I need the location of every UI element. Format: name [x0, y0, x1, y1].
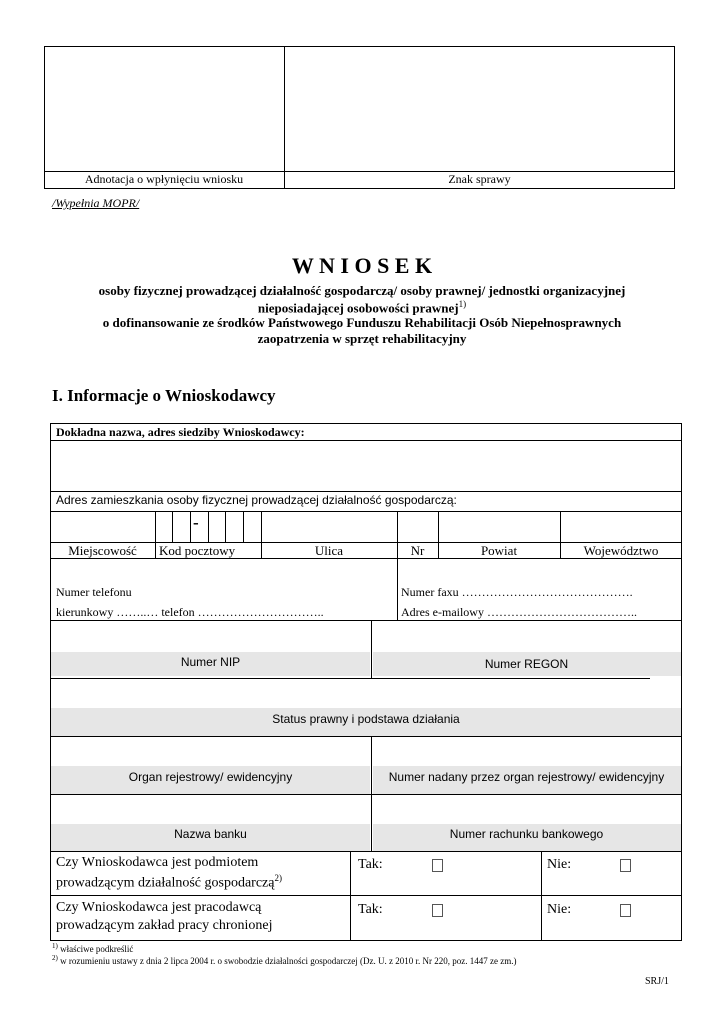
q1-yes-label: Tak:	[358, 857, 383, 872]
q1-no-checkbox[interactable]	[620, 859, 631, 872]
page-code: SRJ/1	[645, 976, 669, 987]
col-province: Województwo	[583, 543, 659, 558]
q1-line1: Czy Wnioskodawca jest podmiotem	[56, 855, 259, 870]
equipment-line: zaopatrzenia w sprzęt rehabilitacyjny	[257, 331, 467, 346]
line	[172, 511, 173, 542]
fax-line[interactable]: Numer faxu …………………………………….	[401, 585, 633, 599]
organ-label: Organ rejestrowy/ ewidencyjny	[128, 770, 293, 784]
footnote-ref-1: 1)	[458, 299, 467, 309]
line	[155, 511, 156, 558]
applicant-types-line: osoby fizycznej prowadzącej działalność gospodarczą/ osoby prawnej/ jednostki organizacyjnej	[98, 283, 626, 298]
line	[208, 511, 209, 542]
funding-line: o dofinansowanie ze środków Państwowego Funduszu Rehabilitacji Osób Niepełnosprawnych	[102, 315, 622, 330]
footnote-2-mark: 2)	[52, 954, 58, 962]
mopr-box	[44, 46, 675, 189]
q1-line2-text: prowadzącym działalność gospodarczą	[56, 875, 275, 891]
applicant-types-line2-text: nieposiadającej osobowości prawnej	[257, 300, 459, 316]
status-label: Status prawny i podstawa działania	[272, 712, 460, 726]
form-title: W N I O S E K	[291, 253, 433, 278]
section-heading: I. Informacje o Wnioskodawcy	[52, 386, 276, 405]
q2-yes-label: Tak:	[358, 902, 383, 917]
annotation-label: Adnotacja o wpłynięciu wniosku	[84, 172, 244, 186]
line	[225, 511, 226, 542]
footnote-1	[52, 942, 133, 954]
line	[371, 794, 372, 851]
q2-yes-checkbox[interactable]	[432, 904, 443, 917]
residence-label: Adres zamieszkania osoby fizycznej prowadzącej działalność gospodarczą:	[56, 493, 457, 507]
regon-label: Numer REGON	[484, 657, 569, 671]
q1-no-label: Nie:	[547, 857, 572, 872]
col-street: Ulica	[314, 543, 344, 558]
q1-yes-checkbox[interactable]	[432, 859, 443, 872]
phone-line[interactable]: kierunkowy ……..… telefon …………………………..	[56, 605, 324, 619]
col-postal: Kod pocztowy	[159, 543, 236, 558]
line	[50, 736, 682, 737]
account-label: Numer rachunku bankowego	[449, 827, 604, 841]
line	[50, 895, 682, 896]
nip-label: Numer NIP	[180, 655, 241, 669]
col-number: Nr	[410, 543, 425, 558]
line	[243, 511, 244, 542]
name-label: Dokładna nazwa, adres siedziby Wnioskodawcy:	[56, 425, 305, 439]
footnote-2-text: w rozumieniu ustawy z dnia 2 lipca 2004 r. o swobodzie działalności gospodarczej (Dz. U. z 2010 r. Nr 220, poz. 1447 ze zm.)	[57, 956, 517, 966]
filled-by-note: /Wypełnia MOPR/	[52, 196, 140, 210]
phone-label: Numer telefonu	[56, 585, 132, 599]
line	[397, 558, 398, 620]
line	[50, 851, 682, 852]
mopr-box-divider	[284, 46, 285, 189]
organ-number-label: Numer nadany przez organ rejestrowy/ ewidencyjny	[388, 770, 665, 784]
case-number-label: Znak sprawy	[448, 172, 511, 186]
line	[50, 794, 682, 795]
line	[350, 851, 351, 941]
email-line[interactable]: Adres e-mailowy ………………………………..	[401, 605, 637, 619]
q1-line2	[56, 873, 282, 892]
footnote-2	[52, 954, 516, 966]
q2-line1: Czy Wnioskodawca jest pracodawcą	[56, 900, 262, 915]
postal-code-dash: -	[193, 513, 199, 532]
line	[371, 736, 372, 794]
q2-line2: prowadzącym zakład pracy chronionej	[56, 918, 273, 933]
footnote-1-text: właściwe podkreślić	[57, 944, 134, 954]
footnote-ref-2: 2)	[274, 873, 282, 883]
col-county: Powiat	[480, 543, 518, 558]
line	[50, 678, 650, 679]
name-input[interactable]	[50, 440, 682, 492]
col-city: Miejscowość	[68, 543, 137, 558]
line	[50, 491, 682, 492]
applicant-types-line2	[0, 299, 724, 316]
bank-label: Nazwa banku	[174, 827, 247, 841]
q2-no-label: Nie:	[547, 902, 572, 917]
line	[50, 511, 682, 512]
line	[190, 511, 191, 542]
line	[50, 620, 682, 621]
line	[541, 851, 542, 941]
line	[50, 558, 682, 559]
footnote-1-mark: 1)	[52, 942, 58, 950]
q2-no-checkbox[interactable]	[620, 904, 631, 917]
